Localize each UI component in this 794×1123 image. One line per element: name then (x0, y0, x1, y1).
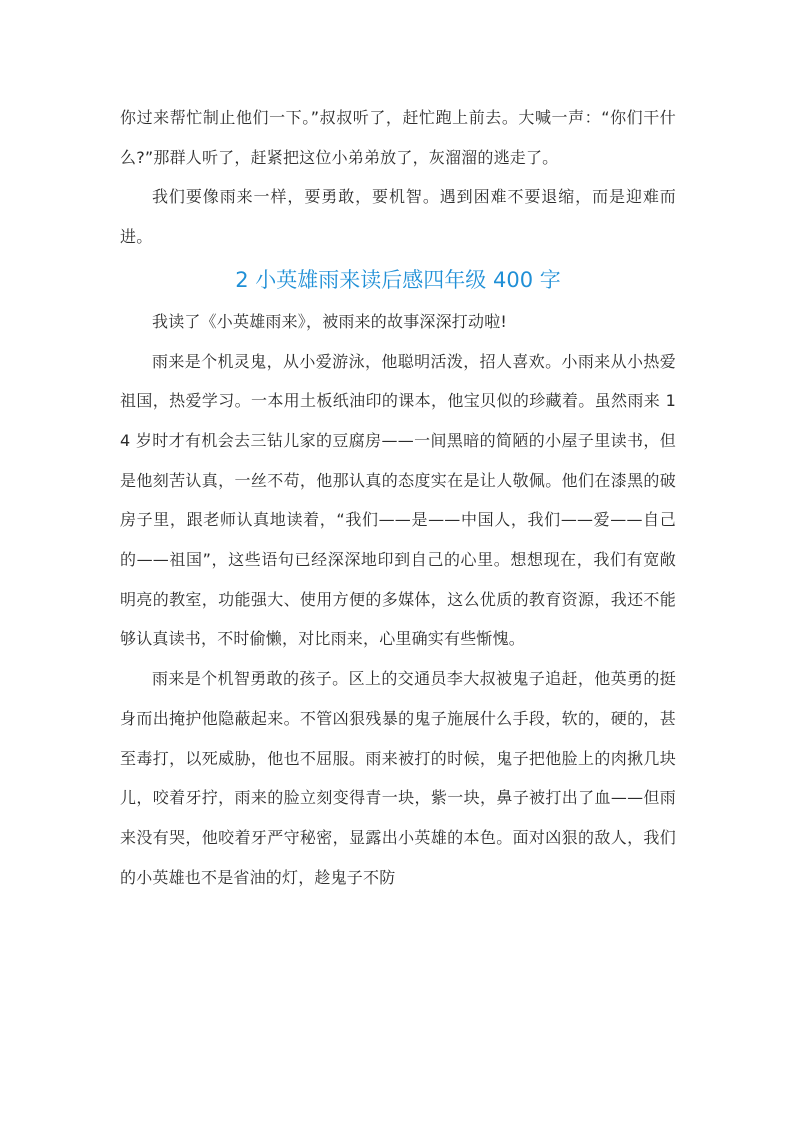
paragraph-intro: 我读了《小英雄雨来》，被雨来的故事深深打动啦! (152, 311, 508, 331)
paragraph-conclusion: 我们要像雨来一样，要勇敢，要机智。遇到困难不要退缩，而是迎难而进。 (120, 187, 676, 247)
document-page (120, 98, 676, 897)
paragraph-clever-boy: 雨来是个机灵鬼，从小爱游泳，他聪明活泼，招人喜欢。小雨来从小热爱祖国，热爱学习。一本用土板纸油印的课本，他宝贝似的珍藏着。虽然雨来 14 岁时才有机会去三钻儿家的豆腐房——一间黑暗的简陋的小屋子里读书，但是他刻苦认真，一丝不苟，他那认真的态度实在是让人敬佩。他们在漆黑的破房子里，跟老师认真地读着，“我们——是——中国人，我们——爱——自己的——祖国”，这些语句已经深深地印到自己的心里。想想现在，我们有宽敞明亮的教室，功能强大、使用方便的多媒体，这么优质的教育资源，我还不能够认真读书，不时偷懒，对比雨来，心里确实有些惭愧。 (120, 351, 676, 649)
section-heading: 2 小英雄雨来读后感四年级 400 字 (235, 267, 561, 292)
paragraph-brave-boy: 雨来是个机智勇敢的孩子。区上的交通员李大叔被鬼子追赶，他英勇的挺身而出掩护他隐蔽起来。不管凶狠残暴的鬼子施展什么手段，软的，硬的，甚至毒打，以死威胁，他也不屈服。雨来被打的时候，鬼子把他脸上的肉揪几块儿，咬着牙拧，雨来的脸立刻变得青一块，紫一块，鼻子被打出了血——但雨来没有哭，他咬着牙严守秘密，显露出小英雄的本色。面对凶狠的敌人，我们的小英雄也不是省油的灯，趁鬼子不防 (120, 669, 676, 887)
paragraph-continuation: 你过来帮忙制止他们一下。”叔叔听了，赶忙跑上前去。大喊一声：“你们干什么?”那群人听了，赶紧把这位小弟弟放了，灰溜溜的逃走了。 (120, 108, 676, 167)
